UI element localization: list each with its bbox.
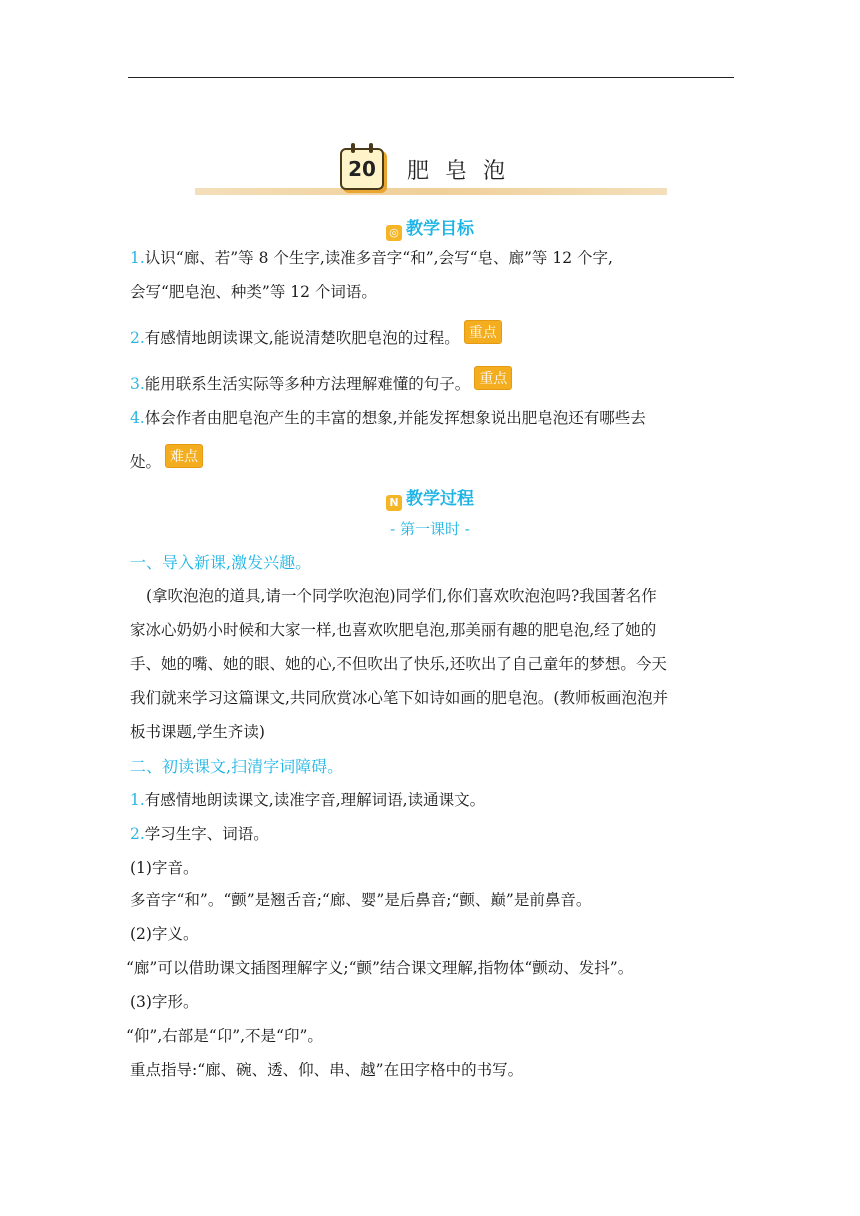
sub-item-number: 2. <box>130 825 145 843</box>
step-1-heading: 一、导入新课,激发兴趣。 <box>130 553 312 572</box>
period-label: - 第一课时 - <box>390 520 470 538</box>
key-point-badge: 重点 <box>464 320 502 344</box>
process-heading-text: 教学过程 <box>406 489 474 509</box>
goals-heading-text: 教学目标 <box>406 219 474 239</box>
process-heading <box>0 484 860 511</box>
sub-item-text: 有感情地朗读课文,读准字音,理解词语,读通课文。 <box>144 791 486 809</box>
sub-item-text: 学习生字、词语。 <box>144 825 269 843</box>
form-label: (3)字形。 <box>130 993 199 1011</box>
goal-number: 1. <box>130 249 145 267</box>
difficult-point-badge: 难点 <box>165 444 203 468</box>
intro-paragraph-line: 手、她的嘴、她的眼、她的心,不但吹出了快乐,还吹出了自己童年的梦想。今天 <box>130 655 667 673</box>
goal-text: 体会作者由肥皂泡产生的丰富的想象,并能发挥想象说出肥皂泡还有哪些去 <box>144 409 646 427</box>
intro-paragraph-line: 板书课题,学生齐读) <box>130 723 265 741</box>
form-text: “仰”,右部是“卬”,不是“印”。 <box>126 1027 323 1045</box>
sub-item-1 <box>130 788 485 810</box>
title-underbar <box>195 188 667 195</box>
goal-text: 有感情地朗读课文,能说清楚吹肥皂泡的过程。 <box>144 329 460 347</box>
top-rule <box>128 77 734 78</box>
writing-guidance: 重点指导:“廊、碗、透、仰、串、越”在田字格中的书写。 <box>130 1061 524 1079</box>
lesson-header <box>195 146 667 198</box>
goal-3 <box>130 366 512 394</box>
meaning-text: “廊”可以借助课文插图理解字义;“颤”结合课文理解,指物体“颤动、发抖”。 <box>126 959 634 977</box>
key-point-badge: 重点 <box>474 366 512 390</box>
goal-1-line-2 <box>130 280 377 302</box>
sub-item-2 <box>130 822 269 844</box>
pronunciation-text: 多音字“和”。“颤”是翘舌音;“廊、婴”是后鼻音;“颤、巅”是前鼻音。 <box>130 891 592 909</box>
goal-text: 会写“肥皂泡、种类”等 12 个词语。 <box>130 283 377 301</box>
goal-text: 认识“廊、若”等 8 个生字,读准多音字“和”,会写“皂、廊”等 12 个字, <box>144 249 613 267</box>
target-icon: ◎ <box>386 225 402 241</box>
goal-number: 3. <box>130 375 145 393</box>
goal-text: 处。 <box>130 453 162 471</box>
goal-4-line-2 <box>130 444 203 472</box>
lesson-title: 肥皂泡 <box>407 159 522 184</box>
goal-number: 2. <box>130 329 145 347</box>
goals-heading <box>0 214 860 241</box>
goal-text: 能用联系生活实际等多种方法理解难懂的句子。 <box>144 375 471 393</box>
meaning-label: (2)字义。 <box>130 925 199 943</box>
goal-1-line-1 <box>130 246 613 268</box>
lesson-number-calendar-icon: 20 <box>340 148 384 190</box>
intro-paragraph-line: 我们就来学习这篇课文,共同欣赏冰心笔下如诗如画的肥皂泡。(教师板画泡泡并 <box>130 689 668 707</box>
step-2-heading: 二、初读课文,扫清字词障碍。 <box>130 757 344 776</box>
pronunciation-label: (1)字音。 <box>130 859 199 877</box>
sub-item-number: 1. <box>130 791 145 809</box>
goal-2 <box>130 320 502 348</box>
intro-paragraph-line: 家冰心奶奶小时候和大家一样,也喜欢吹肥皂泡,那美丽有趣的肥皂泡,经了她的 <box>130 621 657 639</box>
intro-paragraph-line: (拿吹泡泡的道具,请一个同学吹泡泡)同学们,你们喜欢吹泡泡吗?我国著名作 <box>146 587 657 605</box>
goal-4-line-1 <box>130 406 646 428</box>
process-icon: N <box>386 495 402 511</box>
goal-number: 4. <box>130 409 145 427</box>
